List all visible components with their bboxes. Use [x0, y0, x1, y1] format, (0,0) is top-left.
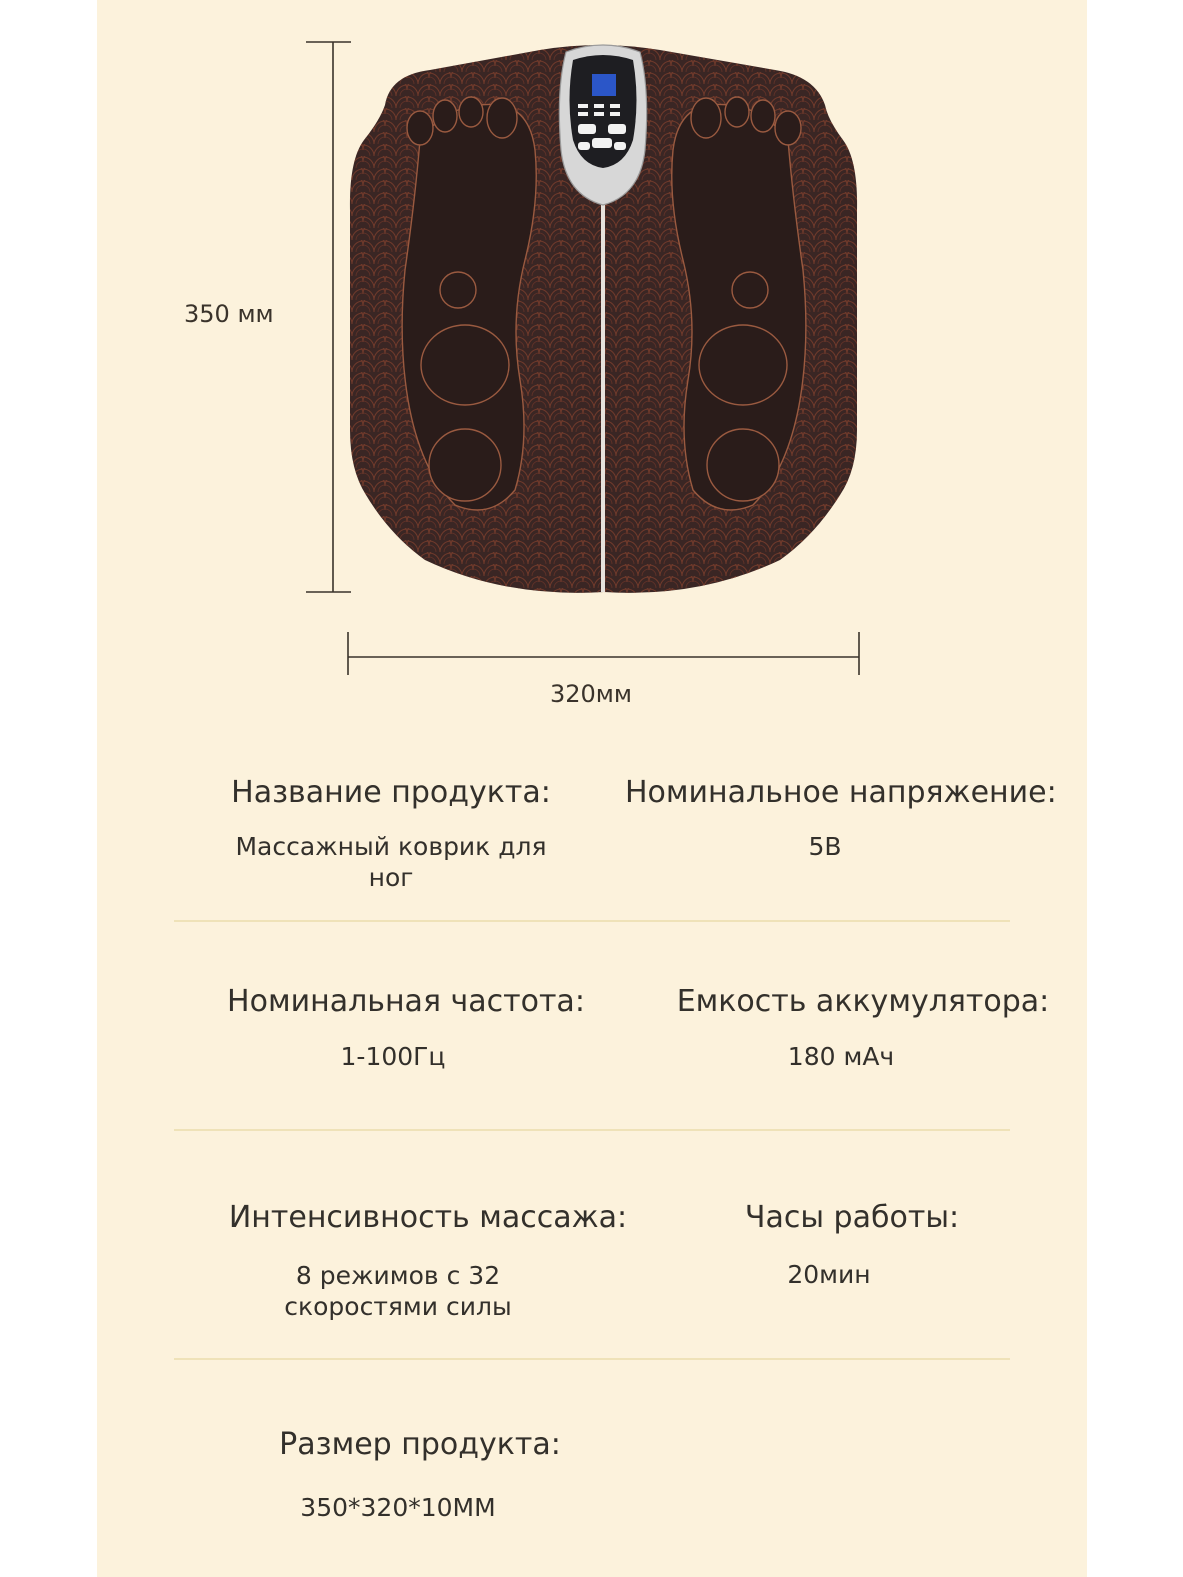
spec-value-massage-intensity: 8 режимов с 32 скоростями силы — [284, 1261, 512, 1321]
spec-value-product-name: Массажный коврик для ног — [235, 832, 547, 892]
product-illustration — [0, 0, 1183, 720]
massage-mat — [350, 45, 857, 593]
spec-title-working-hours: Часы работы: — [744, 1200, 960, 1235]
remote-controller — [559, 45, 646, 205]
divider — [174, 920, 1010, 922]
lcd-display — [592, 74, 616, 96]
spec-title-battery-capacity: Емкость аккумулятора: — [676, 984, 1050, 1019]
spec-title-massage-intensity: Интенсивность массажа: — [228, 1200, 628, 1235]
divider — [174, 1129, 1010, 1131]
spec-value-battery-capacity: 180 мАч — [787, 1042, 895, 1071]
spec-title-rated-voltage: Номинальное напряжение: — [625, 775, 1057, 810]
spec-value-working-hours: 20мин — [787, 1260, 871, 1289]
height-dimension-line — [306, 42, 351, 592]
width-dimension-line — [348, 632, 859, 675]
spec-value-rated-frequency: 1-100Гц — [340, 1042, 446, 1071]
spec-value-rated-voltage: 5В — [808, 832, 842, 861]
width-label: 320мм — [550, 680, 633, 708]
spec-value-product-size: 350*320*10ММ — [300, 1493, 496, 1522]
right-foot-zone — [672, 97, 806, 510]
spec-title-rated-frequency: Номинальная частота: — [227, 984, 585, 1019]
left-foot-zone — [402, 97, 536, 510]
height-label: 350 мм — [184, 300, 274, 328]
divider — [174, 1358, 1010, 1360]
spec-title-product-size: Размер продукта: — [279, 1427, 561, 1462]
spec-title-product-name: Название продукта: — [231, 775, 551, 810]
